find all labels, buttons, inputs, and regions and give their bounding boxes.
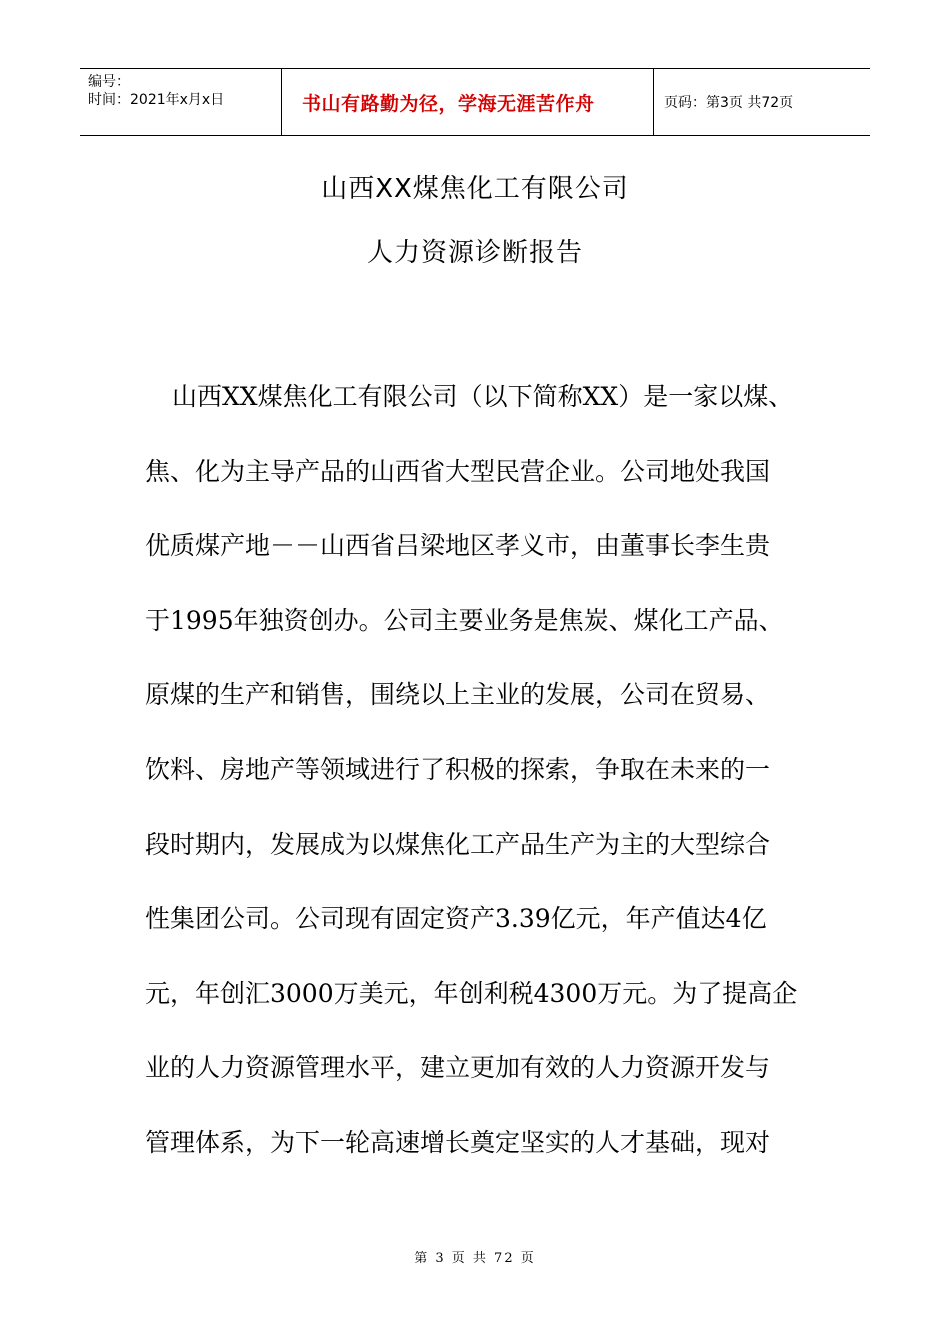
body-line: 于1995年独资创办。公司主要业务是焦炭、煤化工产品、 (145, 605, 784, 635)
header-meta-cell (80, 69, 282, 135)
body-line: 焦、化为主导产品的山西省大型民营企业。公司地处我国 (145, 456, 771, 486)
body-line: 原煤的生产和销售，围绕以上主业的发展，公司在贸易、 (145, 680, 771, 710)
document-title-report: 人力资源诊断报告 (366, 238, 583, 268)
body-line: 管理体系，为下一轮高速增长奠定坚实的人才基础，现对 (145, 1127, 771, 1157)
page-footer: 第 3 页 共 72 页 (414, 1251, 536, 1266)
document-date-label: 时间：2021年x月x日 (88, 92, 225, 108)
document-body (145, 360, 810, 1181)
body-line: 业的人力资源管理水平，建立更加有效的人力资源开发与 (145, 1053, 771, 1083)
header-motto-cell (282, 69, 654, 135)
header-page-info: 页码：第3页 共72页 (664, 95, 794, 111)
body-line: 饮料、房地产等领域进行了积极的探索，争取在未来的一 (145, 754, 771, 784)
document-header (80, 68, 870, 136)
document-title-company: 山西XX煤焦化工有限公司 (321, 174, 629, 204)
body-line: 元，年创汇3000万美元，年创利税4300万元。为了提高企 (145, 978, 798, 1008)
body-line: 优质煤产地－－山西省吕梁地区孝义市，由董事长李生贵 (145, 531, 771, 561)
body-line: 段时期内，发展成为以煤焦化工产品生产为主的大型综合 (145, 829, 771, 859)
header-motto: 书山有路勤为径，学海无涯苦作舟 (302, 92, 595, 115)
header-page-cell (654, 69, 870, 135)
document-number-label: 编号： (88, 74, 130, 90)
body-line: 山西XX煤焦化工有限公司（以下简称XX）是一家以煤、 (172, 382, 794, 411)
body-line: 性集团公司。公司现有固定资产3.39亿元，年产值达4亿 (145, 904, 767, 934)
